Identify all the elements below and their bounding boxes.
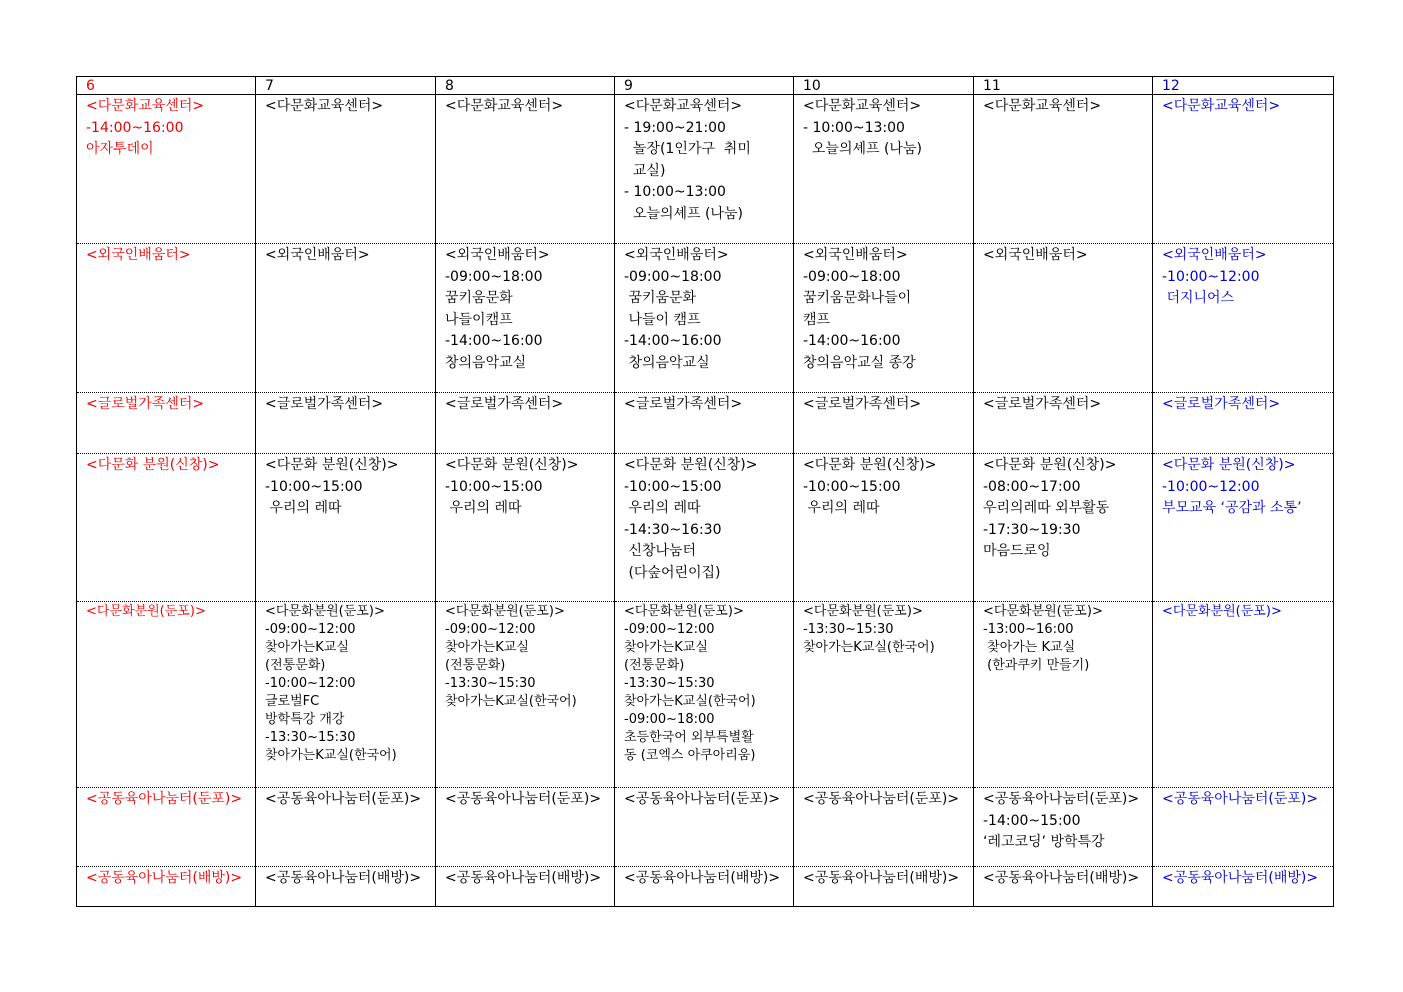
center-name: <다문화 분원(신창)>	[265, 457, 399, 473]
schedule-line: 아자투데이	[86, 141, 154, 157]
center-name: <다문화교육센터>	[983, 98, 1102, 114]
date-cell-wednesday: 9	[615, 77, 794, 95]
schedule-cell-monday	[256, 788, 436, 867]
center-name: <공동육아나눔터(배방)>	[1162, 870, 1319, 886]
schedule-line: 찾아가는K교실	[445, 640, 529, 655]
center-name: <다문화분원(둔포)>	[983, 604, 1103, 619]
center-name: <외국인배움터>	[445, 247, 550, 263]
date-header-row	[77, 77, 1334, 95]
center-name: <공동육아나눔터(둔포)>	[445, 791, 602, 807]
schedule-cell-saturday	[1153, 95, 1334, 244]
center-name: <공동육아나눔터(둔포)>	[265, 791, 422, 807]
schedule-line: -13:30~15:30	[265, 730, 356, 745]
schedule-line: 꿈키움문화	[445, 290, 513, 306]
center-name: <다문화분원(둔포)>	[803, 604, 923, 619]
schedule-line: -13:30~15:30	[445, 676, 536, 691]
schedule-line: 꿈키움문화	[624, 290, 697, 306]
schedule-line: 우리의 레따	[803, 500, 880, 516]
schedule-cell-wednesday	[615, 95, 794, 244]
schedule-line: -10:00~15:00	[265, 478, 363, 495]
center-name: <글로벌가족센터>	[86, 396, 205, 412]
center-name: <공동육아나눔터(둔포)>	[624, 791, 781, 807]
schedule-line: 오늘의셰프 (나눔)	[624, 205, 743, 222]
schedule-line: 우리의 레따	[265, 500, 342, 516]
schedule-line: -09:00~12:00	[265, 622, 356, 637]
center-name: <다문화교육센터>	[624, 98, 743, 114]
schedule-cell-tuesday	[436, 602, 615, 788]
date-cell-tuesday: 8	[436, 77, 615, 95]
schedule-cell-saturday	[1153, 867, 1334, 907]
schedule-line: 오늘의셰프 (나눔)	[803, 141, 922, 157]
center-name: <다문화 분원(신창)>	[624, 457, 758, 473]
schedule-line: 글로벌FC	[265, 694, 320, 709]
schedule-line: 나들이캠프	[445, 311, 513, 328]
schedule-cell-thursday	[794, 393, 974, 454]
center-name: <다문화분원(둔포)>	[86, 604, 206, 619]
schedule-line: -14:00~16:00	[445, 333, 543, 349]
center-name: <외국인배움터>	[86, 247, 191, 263]
schedule-line: (전통문화)	[624, 658, 685, 673]
center-name: <외국인배움터>	[624, 247, 729, 263]
center-name: <다문화 분원(신창)>	[86, 457, 220, 473]
schedule-cell-thursday	[794, 95, 974, 244]
schedule-cell-monday	[256, 95, 436, 244]
schedule-line: -09:00~18:00	[624, 712, 715, 727]
schedule-line: -09:00~18:00	[445, 268, 543, 285]
center-name: <공동육아나눔터(둔포)>	[1162, 791, 1319, 807]
schedule-line: 마음드로잉	[983, 543, 1051, 559]
center-name: <공동육아나눔터(둔포)>	[983, 791, 1140, 807]
schedule-line: - 10:00~13:00	[624, 184, 726, 200]
schedule-line: 창의음악교실	[445, 354, 527, 371]
schedule-line: 신창나눔터	[624, 543, 697, 559]
center-name: <공동육아나눔터(둔포)>	[86, 791, 243, 807]
schedule-cell-tuesday	[436, 454, 615, 602]
schedule-line: -08:00~17:00	[983, 478, 1081, 495]
schedule-cell-wednesday	[615, 788, 794, 867]
schedule-line: - 10:00~13:00	[803, 119, 905, 136]
date-cell-monday: 7	[256, 77, 436, 95]
schedule-line: -14:00~15:00	[983, 812, 1081, 829]
schedule-line: -14:00~16:00	[86, 119, 184, 136]
schedule-line: -14:00~16:00	[803, 333, 901, 349]
schedule-cell-friday	[974, 95, 1153, 244]
center-name: <다문화교육센터>	[803, 98, 922, 114]
row-childcare-sharing-baebang	[77, 867, 1334, 907]
center-name: <외국인배움터>	[803, 247, 908, 263]
schedule-line: 창의음악교실	[624, 354, 710, 371]
schedule-line: 캠프	[803, 311, 831, 328]
center-name: <공동육아나눔터(배방)>	[86, 870, 243, 886]
schedule-cell-wednesday	[615, 454, 794, 602]
center-name: <다문화 분원(신창)>	[803, 457, 937, 473]
schedule-cell-thursday	[794, 788, 974, 867]
row-multicultural-branch-sinchang	[77, 454, 1334, 602]
center-name: <공동육아나눔터(배방)>	[983, 870, 1140, 886]
center-name: <글로벌가족센터>	[624, 396, 743, 412]
schedule-cell-tuesday	[436, 244, 615, 393]
schedule-cell-wednesday	[615, 867, 794, 907]
schedule-line: 더지니어스	[1162, 290, 1235, 306]
schedule-line: -13:30~15:30	[624, 676, 715, 691]
schedule-cell-monday	[256, 244, 436, 393]
center-name: <글로벌가족센터>	[445, 396, 564, 412]
center-name: <다문화교육센터>	[445, 98, 564, 114]
schedule-cell-friday	[974, 867, 1153, 907]
schedule-line: 부모교육 ‘공감과 소통’	[1162, 500, 1302, 516]
schedule-line: ‘레고코딩’ 방학특강	[983, 834, 1105, 850]
schedule-line: -10:00~15:00	[624, 478, 722, 495]
center-name: <외국인배움터>	[1162, 247, 1267, 263]
schedule-cell-saturday	[1153, 393, 1334, 454]
schedule-line: 찾아가는K교실(한국어)	[624, 694, 756, 709]
row-global-family-center	[77, 393, 1334, 454]
schedule-line: -13:30~15:30	[803, 622, 894, 637]
schedule-line: 찾아가는K교실(한국어)	[265, 748, 397, 763]
schedule-cell-thursday	[794, 454, 974, 602]
schedule-cell-saturday	[1153, 244, 1334, 393]
schedule-line: 교실)	[624, 162, 666, 179]
center-name: <다문화분원(둔포)>	[445, 604, 565, 619]
center-name: <외국인배움터>	[265, 247, 370, 263]
center-name: <공동육아나눔터(배방)>	[445, 870, 602, 886]
schedule-cell-sunday	[77, 788, 256, 867]
schedule-line: 찾아가는K교실(한국어)	[445, 694, 577, 709]
center-name: <다문화분원(둔포)>	[265, 604, 385, 619]
schedule-line: 찾아가는K교실	[624, 640, 708, 655]
center-name: <다문화분원(둔포)>	[1162, 604, 1282, 619]
center-name: <글로벌가족센터>	[983, 396, 1102, 412]
schedule-cell-monday	[256, 602, 436, 788]
schedule-cell-tuesday	[436, 788, 615, 867]
schedule-line: (전통문화)	[445, 658, 506, 673]
schedule-line: 우리의레따 외부활동	[983, 500, 1110, 516]
date-cell-saturday: 12	[1153, 77, 1334, 95]
weekly-schedule-table	[76, 76, 1334, 907]
row-foreigner-learning-center	[77, 244, 1334, 393]
date-cell-sunday: 6	[77, 77, 256, 95]
center-name: <글로벌가족센터>	[265, 396, 384, 412]
date-cell-friday: 11	[974, 77, 1153, 95]
schedule-line: -09:00~18:00	[624, 268, 722, 285]
schedule-cell-saturday	[1153, 454, 1334, 602]
schedule-cell-saturday	[1153, 602, 1334, 788]
schedule-line: 우리의 레따	[445, 500, 522, 516]
center-name: <공동육아나눔터(배방)>	[624, 870, 781, 886]
schedule-cell-sunday	[77, 393, 256, 454]
schedule-cell-thursday	[794, 244, 974, 393]
schedule-cell-monday	[256, 393, 436, 454]
center-name: <글로벌가족센터>	[1162, 396, 1281, 412]
schedule-cell-sunday	[77, 454, 256, 602]
schedule-cell-sunday	[77, 95, 256, 244]
date-cell-thursday: 10	[794, 77, 974, 95]
schedule-cell-tuesday	[436, 95, 615, 244]
schedule-line: -17:30~19:30	[983, 521, 1081, 538]
center-name: <다문화 분원(신창)>	[1162, 457, 1296, 473]
schedule-cell-sunday	[77, 244, 256, 393]
center-name: <공동육아나눔터(둔포)>	[803, 791, 960, 807]
schedule-line: -09:00~18:00	[803, 268, 901, 285]
schedule-line: 찾아가는K교실(한국어)	[803, 640, 935, 655]
schedule-line: (한과쿠키 만들기)	[983, 658, 1090, 673]
schedule-line: (전통문화)	[265, 658, 326, 673]
schedule-line: -14:30~16:30	[624, 521, 722, 538]
schedule-line: 나들이 캠프	[624, 311, 701, 328]
schedule-line: - 19:00~21:00	[624, 119, 726, 136]
schedule-line: 찾아가는K교실	[265, 640, 349, 655]
row-multicultural-education-center	[77, 95, 1334, 244]
schedule-line: 꿈키움문화나들이	[803, 290, 912, 306]
schedule-line: 놀장(1인가구 취미	[624, 141, 751, 157]
schedule-line: -13:00~16:00	[983, 622, 1074, 637]
row-multicultural-branch-dunpo	[77, 602, 1334, 788]
center-name: <글로벌가족센터>	[803, 396, 922, 412]
schedule-cell-wednesday	[615, 393, 794, 454]
schedule-cell-tuesday	[436, 393, 615, 454]
center-name: <외국인배움터>	[983, 247, 1088, 263]
schedule-line: -10:00~12:00	[1162, 478, 1260, 495]
schedule-cell-wednesday	[615, 602, 794, 788]
schedule-line: 우리의 레따	[624, 500, 701, 516]
center-name: <다문화교육센터>	[86, 98, 205, 114]
row-childcare-sharing-dunpo	[77, 788, 1334, 867]
schedule-line: 창의음악교실 종강	[803, 354, 916, 371]
schedule-cell-monday	[256, 867, 436, 907]
schedule-line: 찾아가는 K교실	[983, 640, 1076, 655]
schedule-cell-friday	[974, 602, 1153, 788]
schedule-cell-friday	[974, 454, 1153, 602]
schedule-cell-sunday	[77, 602, 256, 788]
schedule-cell-saturday	[1153, 788, 1334, 867]
center-name: <공동육아나눔터(배방)>	[803, 870, 960, 886]
schedule-line: -10:00~15:00	[803, 478, 901, 495]
center-name: <다문화분원(둔포)>	[624, 604, 744, 619]
schedule-cell-monday	[256, 454, 436, 602]
schedule-line: 방학특강 개강	[265, 712, 345, 727]
schedule-line: -10:00~15:00	[445, 478, 543, 495]
schedule-line: -10:00~12:00	[265, 676, 356, 691]
schedule-cell-friday	[974, 244, 1153, 393]
schedule-cell-tuesday	[436, 867, 615, 907]
schedule-cell-wednesday	[615, 244, 794, 393]
center-name: <공동육아나눔터(배방)>	[265, 870, 422, 886]
center-name: <다문화교육센터>	[1162, 98, 1281, 114]
schedule-cell-friday	[974, 393, 1153, 454]
center-name: <다문화교육센터>	[265, 98, 384, 114]
center-name: <다문화 분원(신창)>	[983, 457, 1117, 473]
schedule-line: -09:00~12:00	[445, 622, 536, 637]
schedule-line: 동 (코엑스 아쿠아리움)	[624, 748, 756, 763]
schedule-line: -09:00~12:00	[624, 622, 715, 637]
center-name: <다문화 분원(신창)>	[445, 457, 579, 473]
schedule-cell-sunday	[77, 867, 256, 907]
schedule-line: -14:00~16:00	[624, 333, 722, 349]
schedule-cell-friday	[974, 788, 1153, 867]
schedule-cell-thursday	[794, 602, 974, 788]
schedule-cell-thursday	[794, 867, 974, 907]
schedule-line: (다숲어린이집)	[624, 564, 721, 581]
schedule-line: 초등한국어 외부특별활	[624, 730, 754, 745]
schedule-line: -10:00~12:00	[1162, 268, 1260, 285]
